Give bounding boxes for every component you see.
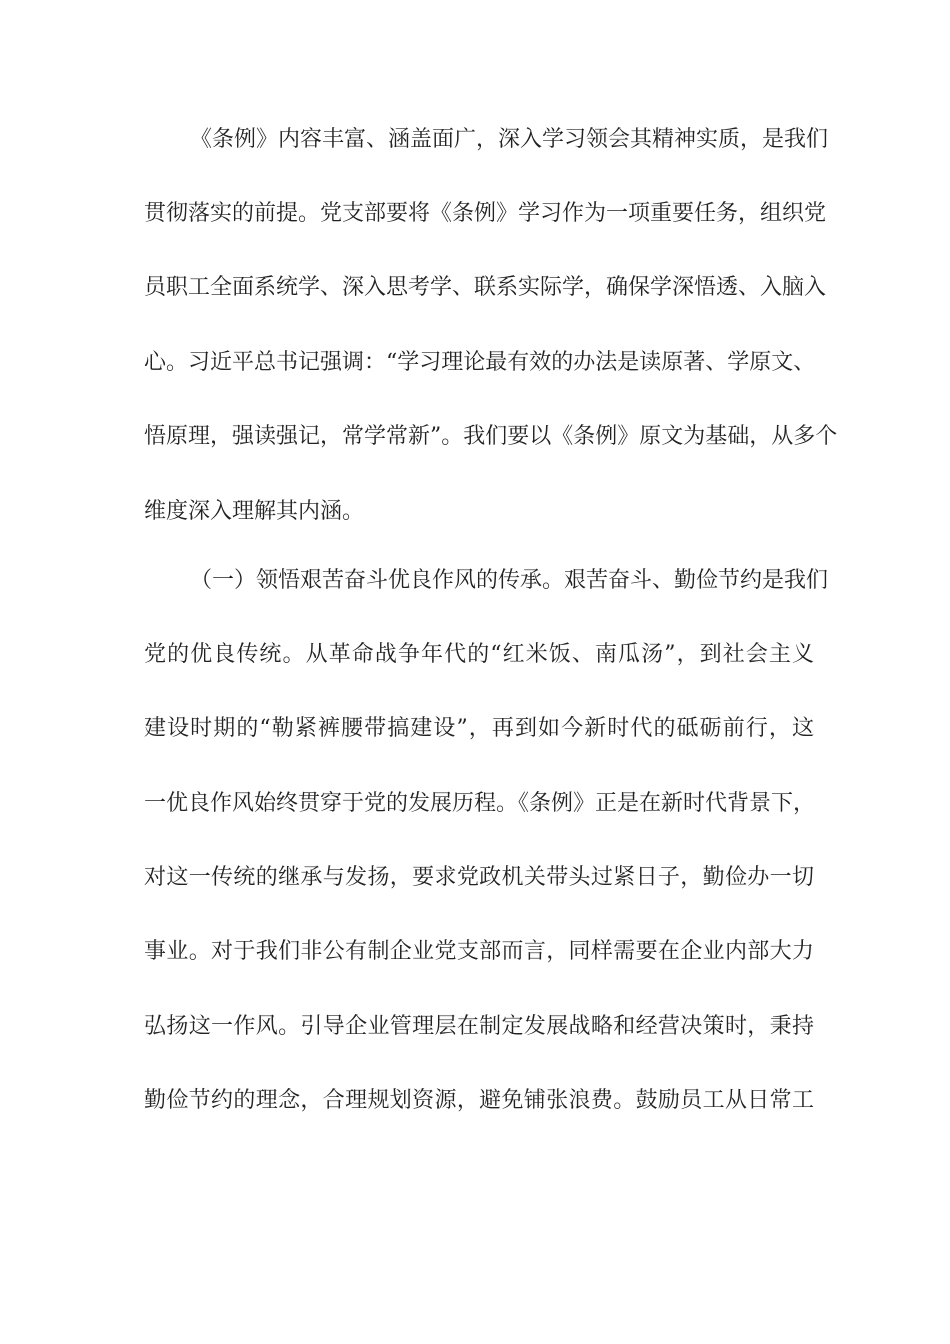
paragraph-2-line-1: （一）领悟艰苦奋斗优良作风的传承。艰苦奋斗、勤俭节约是我们: [190, 568, 829, 593]
paragraph-2-line-5: 对这一传统的继承与发扬，要求党政机关带头过紧日子，勤俭办一切: [144, 865, 814, 890]
paragraph-1-line-3: 员职工全面系统学、深入思考学、联系实际学，确保学深悟透、入脑入: [144, 275, 827, 300]
paragraph-1-line-6: 维度深入理解其内涵。: [144, 499, 365, 524]
paragraph-2-line-8: 勤俭节约的理念，合理规划资源，避免铺张浪费。鼓励员工从日常工: [144, 1088, 814, 1113]
paragraph-1-line-4: 心。习近平总书记强调：“学习理论最有效的办法是读原著、学原文、: [144, 350, 816, 375]
paragraph-2-line-6: 事业。对于我们非公有制企业党支部而言，同样需要在企业内部大力: [144, 939, 814, 964]
paragraph-2-line-2: 党的优良传统。从革命战争年代的“红米饭、南瓜汤”，到社会主义: [144, 642, 814, 667]
paragraph-2-line-4: 一优良作风始终贯穿于党的发展历程。《条例》正是在新时代背景下，: [144, 791, 816, 816]
paragraph-1-line-5: 悟原理，强读强记，常学常新”。我们要以《条例》原文为基础，从多个: [144, 424, 838, 449]
paragraph-1-line-2: 贯彻落实的前提。党支部要将《条例》学习作为一项重要任务，组织党: [144, 201, 827, 226]
paragraph-2-line-7: 弘扬这一作风。引导企业管理层在制定发展战略和经营决策时，秉持: [144, 1014, 814, 1039]
paragraph-2-line-3: 建设时期的“勒紧裤腰带搞建设”，再到如今新时代的砥砺前行，这: [144, 716, 814, 741]
paragraph-1-line-1: 《条例》内容丰富、涵盖面广，深入学习领会其精神实质，是我们: [190, 127, 829, 152]
